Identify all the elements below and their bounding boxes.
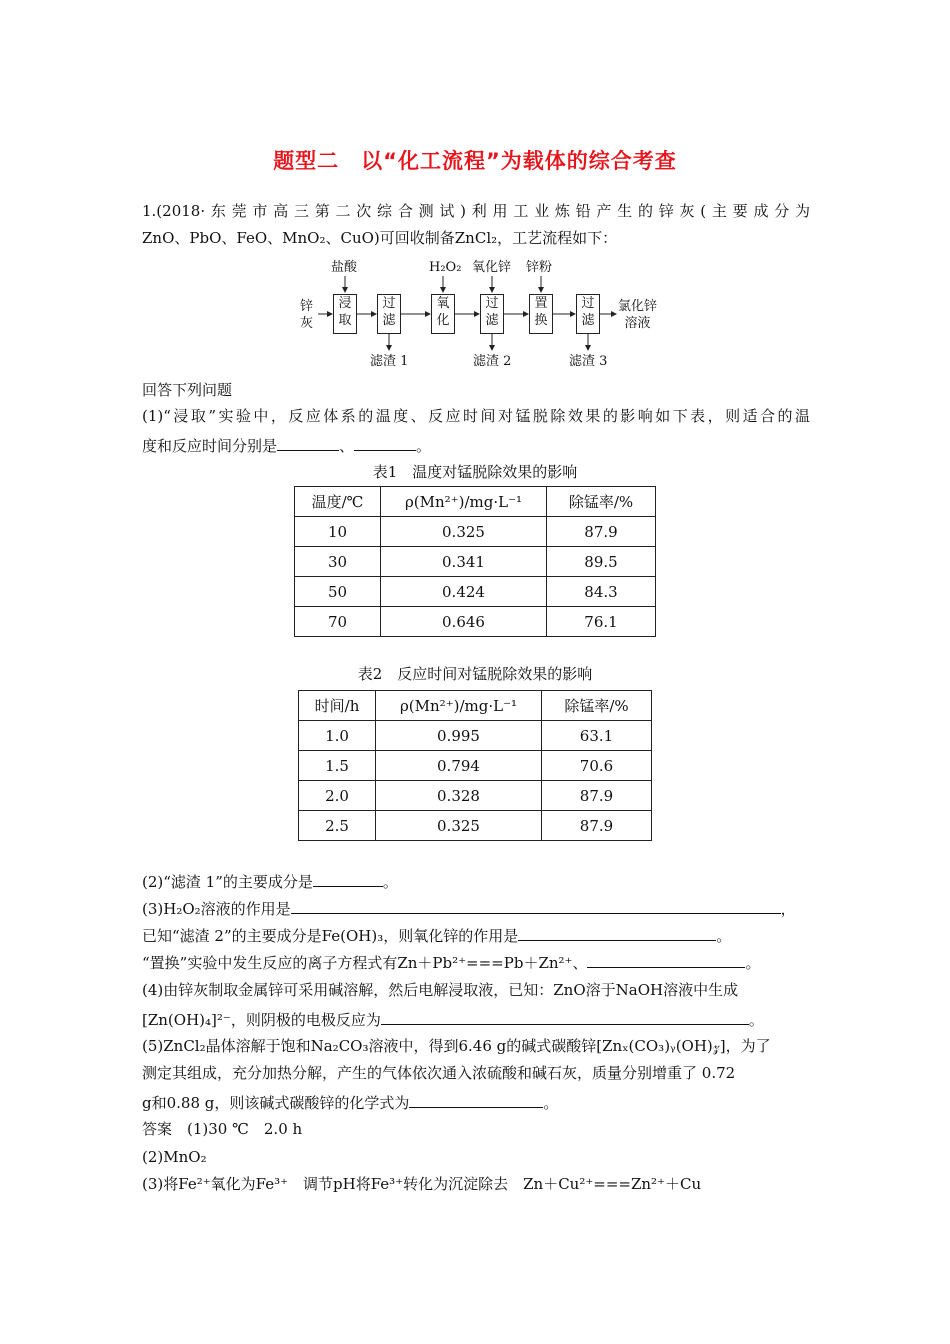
answer-blank-zno-role[interactable] xyxy=(518,924,716,941)
table2-header-cell: 时间/h xyxy=(299,691,376,721)
reagent-zinc-powder: 锌粉 xyxy=(526,260,553,275)
prompt-text: 回答下列问题 xyxy=(142,381,233,399)
answer-blank-residue1[interactable] xyxy=(313,870,383,887)
table-cell: 0.328 xyxy=(376,781,542,811)
answer-blank-temperature[interactable] xyxy=(277,434,339,451)
part3-line3: “置换”实验中发生反应的离子方程式有Zn＋Pb²⁺===Pb＋Zn²⁺、 。 xyxy=(142,951,760,973)
step-leaching-box: 浸 取 xyxy=(333,294,357,334)
answer-line3: (3)将Fe²⁺氧化为Fe³⁺ 调节pH将Fe³⁺转化为沉淀除去 Zn＋Cu²⁺===Zn²⁺＋Cu xyxy=(142,1175,702,1193)
question-intro-line1: 1.(2018·东莞市高三第二次综合测试)利用工业炼铅产生的锌灰(主要成分为 xyxy=(142,202,810,220)
table1-caption: 表1 温度对锰脱除效果的影响 xyxy=(372,463,578,481)
part1-line1: (1)“浸取”实验中，反应体系的温度、反应时间对锰脱除效果的影响如下表，则适合的温 xyxy=(142,407,810,425)
table2-header-row xyxy=(299,691,652,721)
table1-header-cell: ρ(Mn²⁺)/mg·L⁻¹ xyxy=(381,487,547,517)
part3-line1: (3)H₂O₂溶液的作用是 ， xyxy=(142,897,796,919)
table-row xyxy=(299,811,652,841)
part3-line2: 已知“滤渣 2”的主要成分是Fe(OH)₃，则氧化锌的作用是 。 xyxy=(142,924,731,946)
table1 xyxy=(294,486,656,637)
table2 xyxy=(298,690,652,841)
process-flow-diagram xyxy=(290,256,670,374)
table1-header-row xyxy=(295,487,656,517)
reagent-zinc-oxide: 氧化锌 xyxy=(472,260,512,275)
part5-line2: 测定其组成，充分加热分解，产生的气体依次通入浓硫酸和碱石灰，质量分别增重了 0.72 xyxy=(142,1064,736,1082)
table-cell: 87.9 xyxy=(542,811,652,841)
answer-blank-ionic-equation[interactable] xyxy=(587,951,745,968)
table-cell: 0.341 xyxy=(381,547,547,577)
answer-line1: 答案 (1)30 ℃ 2.0 h xyxy=(142,1120,303,1138)
table-cell: 0.325 xyxy=(376,811,542,841)
table1-header-cell: 除锰率/% xyxy=(547,487,656,517)
part5-line3: g和0.88 g，则该碱式碳酸锌的化学式为 。 xyxy=(142,1091,558,1113)
byproduct-residue1: 滤渣 1 xyxy=(370,354,409,369)
byproduct-residue2: 滤渣 2 xyxy=(473,354,512,369)
answer-blank-cathode-reaction[interactable] xyxy=(381,1008,749,1025)
table-cell: 63.1 xyxy=(542,721,652,751)
answer-blank-formula[interactable] xyxy=(409,1091,543,1108)
table-row xyxy=(295,607,656,637)
answer-line2: (2)MnO₂ xyxy=(142,1148,207,1166)
step-oxidation-box: 氧 化 xyxy=(431,294,455,334)
table-cell: 87.9 xyxy=(547,517,656,547)
table-cell: 89.5 xyxy=(547,547,656,577)
table-row xyxy=(295,547,656,577)
table-cell: 84.3 xyxy=(547,577,656,607)
table-cell: 50 xyxy=(295,577,381,607)
table-cell: 2.5 xyxy=(299,811,376,841)
byproduct-residue3: 滤渣 3 xyxy=(569,354,608,369)
step-filter3-box: 过 滤 xyxy=(576,294,600,334)
part4-line1: (4)由锌灰制取金属锌可采用碱溶解，然后电解浸取液，已知：ZnO溶于NaOH溶液中生成 xyxy=(142,981,739,999)
table-row xyxy=(299,781,652,811)
table2-header-cell: 除锰率/% xyxy=(542,691,652,721)
table-row xyxy=(295,577,656,607)
step-replacement-box: 置 换 xyxy=(529,294,553,334)
table-cell: 0.995 xyxy=(376,721,542,751)
table-cell: 70.6 xyxy=(542,751,652,781)
table-cell: 1.0 xyxy=(299,721,376,751)
answer-blank-time[interactable] xyxy=(354,434,416,451)
table1-header-cell: 温度/℃ xyxy=(295,487,381,517)
flow-output: 氯化锌 溶液 xyxy=(618,299,658,331)
part1-line2: 度和反应时间分别是 、 。 xyxy=(142,434,431,456)
table-cell: 10 xyxy=(295,517,381,547)
part5-line1: (5)ZnCl₂晶体溶解于饱和Na₂CO₃溶液中，得到6.46 g的碱式碳酸锌[Znₓ(CO₃)ᵧ(OH)𝓏]，为了 xyxy=(142,1037,771,1055)
flow-input: 锌 灰 xyxy=(300,299,314,331)
table-cell: 2.0 xyxy=(299,781,376,811)
step-filter2-box: 过 滤 xyxy=(480,294,504,334)
table-cell: 0.794 xyxy=(376,751,542,781)
reagent-h2o2: H₂O₂ xyxy=(429,260,462,275)
step-filter1-box: 过 滤 xyxy=(377,294,401,334)
table-row xyxy=(299,721,652,751)
table-cell: 1.5 xyxy=(299,751,376,781)
question-intro-line2: ZnO、PbO、FeO、MnO₂、CuO)可回收制备ZnCl₂，工艺流程如下： xyxy=(142,229,618,247)
part4-line2: [Zn(OH)₄]²⁻，则阴极的电极反应为 。 xyxy=(142,1008,764,1030)
table-cell: 70 xyxy=(295,607,381,637)
table2-header-cell: ρ(Mn²⁺)/mg·L⁻¹ xyxy=(376,691,542,721)
table-cell: 0.646 xyxy=(381,607,547,637)
table-cell: 87.9 xyxy=(542,781,652,811)
answer-blank-h2o2-role[interactable] xyxy=(291,897,781,914)
table-cell: 0.325 xyxy=(381,517,547,547)
reagent-hydrochloric-acid: 盐酸 xyxy=(331,260,358,275)
page-title: 题型二 以“化工流程”为载体的综合考查 xyxy=(273,149,677,173)
table-row xyxy=(295,517,656,547)
table-cell: 0.424 xyxy=(381,577,547,607)
table2-caption: 表2 反应时间对锰脱除效果的影响 xyxy=(357,665,593,683)
table-row xyxy=(299,751,652,781)
table-cell: 30 xyxy=(295,547,381,577)
part2-line: (2)“滤渣 1”的主要成分是 。 xyxy=(142,870,398,892)
table-cell: 76.1 xyxy=(547,607,656,637)
